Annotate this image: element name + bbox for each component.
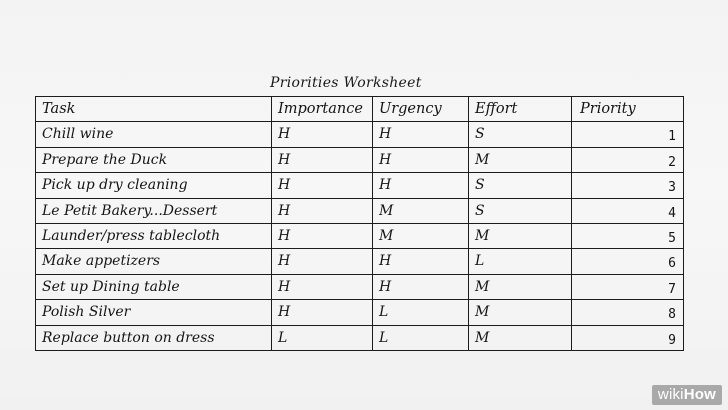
task-cell: Make appetizers xyxy=(36,249,272,273)
task-cell: Prepare the Duck xyxy=(36,148,272,172)
urgency-cell: H xyxy=(373,122,469,146)
table-row xyxy=(36,173,683,198)
importance-cell: H xyxy=(272,148,373,172)
table-header-row xyxy=(36,97,683,122)
effort-cell: M xyxy=(469,148,572,172)
effort-cell: M xyxy=(469,326,572,351)
urgency-cell: H xyxy=(373,275,469,299)
importance-cell: H xyxy=(272,300,373,324)
urgency-cell: H xyxy=(373,173,469,197)
priority-cell: 6 xyxy=(668,256,676,272)
table-row xyxy=(36,122,683,147)
task-cell: Pick up dry cleaning xyxy=(36,173,272,197)
header-effort: Effort xyxy=(469,97,572,121)
effort-cell: M xyxy=(469,300,572,324)
watermark-wiki: wiki xyxy=(657,386,684,403)
priority-cell: 9 xyxy=(668,332,676,348)
urgency-cell: L xyxy=(373,300,469,324)
task-cell: Chill wine xyxy=(36,122,272,146)
header-urgency: Urgency xyxy=(373,97,469,121)
priority-cell: 8 xyxy=(668,307,676,323)
importance-cell: H xyxy=(272,249,373,273)
task-cell: Replace button on dress xyxy=(36,326,272,351)
importance-cell: L xyxy=(272,326,373,351)
priority-cell: 4 xyxy=(668,205,676,221)
worksheet-title: Priorities Worksheet xyxy=(270,75,422,91)
effort-cell: S xyxy=(469,199,572,223)
task-cell: Le Petit Bakery...Dessert xyxy=(36,199,272,223)
header-priority: Priority xyxy=(580,101,636,117)
urgency-cell: M xyxy=(373,199,469,223)
priority-cell: 2 xyxy=(668,154,676,170)
importance-cell: H xyxy=(272,199,373,223)
task-cell: Launder/press tablecloth xyxy=(36,224,272,248)
table-row xyxy=(36,199,683,224)
importance-cell: H xyxy=(272,122,373,146)
watermark-how: How xyxy=(683,386,716,403)
effort-cell: M xyxy=(469,275,572,299)
priority-cell: 5 xyxy=(668,231,676,246)
importance-cell: H xyxy=(272,275,373,299)
priority-cell: 3 xyxy=(668,180,676,196)
effort-cell: S xyxy=(469,173,572,197)
table-row xyxy=(36,249,683,274)
priority-cell: 7 xyxy=(668,281,676,297)
effort-cell: S xyxy=(469,122,572,146)
task-cell: Set up Dining table xyxy=(36,275,272,299)
wikihow-watermark xyxy=(652,385,722,405)
table-row xyxy=(36,326,683,351)
urgency-cell: M xyxy=(373,224,469,248)
priority-cell: 1 xyxy=(668,129,676,145)
task-cell: Polish Silver xyxy=(36,300,272,324)
table-row xyxy=(36,300,683,325)
urgency-cell: H xyxy=(373,148,469,172)
importance-cell: H xyxy=(272,224,373,248)
priorities-table xyxy=(35,96,684,351)
table-row xyxy=(36,275,683,300)
table-row xyxy=(36,224,683,249)
table-row xyxy=(36,148,683,173)
effort-cell: M xyxy=(469,224,572,248)
effort-cell: L xyxy=(469,249,572,273)
urgency-cell: L xyxy=(373,326,469,351)
header-task: Task xyxy=(36,97,272,121)
urgency-cell: H xyxy=(373,249,469,273)
importance-cell: H xyxy=(272,173,373,197)
header-importance: Importance xyxy=(272,97,373,121)
